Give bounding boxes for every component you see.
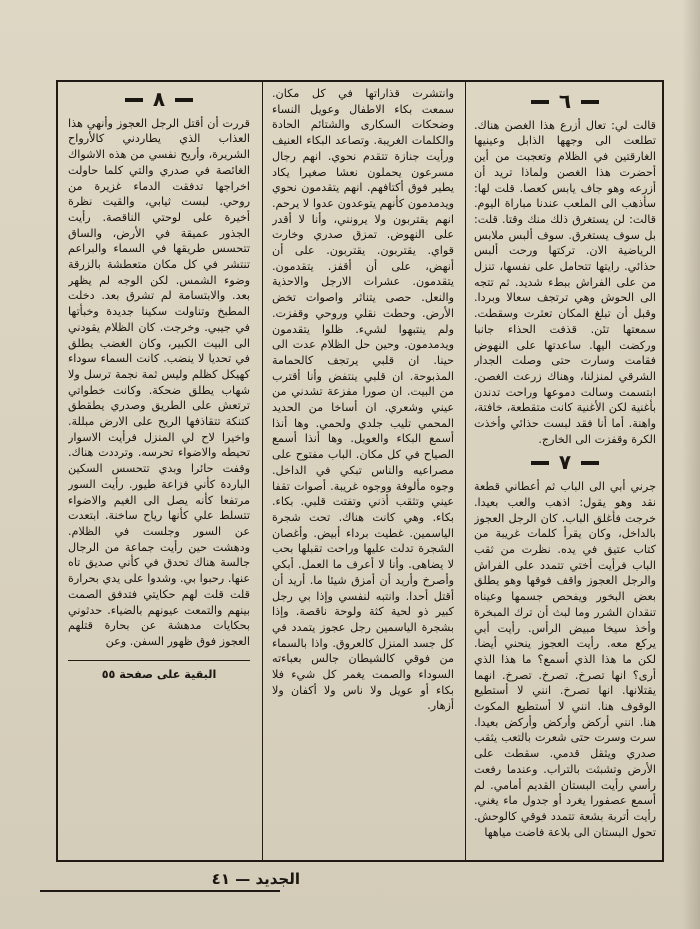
dash-ornament (581, 461, 599, 465)
dash-ornament (175, 98, 193, 102)
section-number: ٨ (152, 87, 166, 111)
column-divider (262, 82, 263, 860)
dash-ornament (531, 100, 549, 104)
section-7-text-part-1: جرني أبي الى الباب ثم أعطاني قطعة نقد وهو يقول: اذهب والعب بعيدا. خرجت فأغلق الباب. كان الرجل العجوز بالداخل، وكان يقرأ كلمات غريبة من كتاب عتيق في يده. نظرت من ثقب الباب فرأيت أختي تتمدد على الفراش والرجل العجوز واقف فوقها وهو يطلق بعض البخور ويفحص جسمها وعيناه تنقدان الشرر وما لبث أن ترك المبخرة وأخذ سيخا مبيض الرأس. رأيت أبي يركع معه. رأيت العجوز ينحني أيضا. لكن ما هذا الذي أسمع؟ ما هذا الذي أرى؟ انها تصرخ. تصرخ. تصرخ. انهما يقتلانها. انها تصرخ. انني لا أستطيع الوقوف هنا. انني لا أستطيع المكوث هنا. انني أركض وأركض وأركض بعيدا. سرت وسرت حتى شعرت بالتعب يثقب صدري ويثقل قدمي. سقطت على الأرض وتشبثت بالتراب. وعندما رفعت رأسي رأيت البستان القديم أمامي. لم أسمع عصفورا يغرد أو جدول ماء يغني. رأيت أتربة بشعة تتمدد فوقي كالوحش. تحول البستان الى بلاعة فاضت مياهها (474, 480, 656, 839)
footer-rule (40, 890, 280, 892)
dash-ornament (531, 461, 549, 465)
section-number: ٧ (558, 450, 572, 475)
section-6-text: قالت لي: تعال أزرع هذا الغصن هناك. تطلعت الى وجهها الذابل وعينيها الغارقتين في الظلام وتعجبت من أين أحضرت هذا الغصن ولماذا تريد أن أزرعه وهو جاف يابس كعصا. قلت لها: سأذهب الى الملعب عندنا مباراة اليوم. قالت: لن يستغرق ذلك منك وقتا. قلت: بل سوف يستغرق. سوف ألبس ملابس الرياضية الان. تركتها ورحت ألبس حذائي. رايتها تتحامل على نفسها، تنزل من على الفراش ببطء شديد. ثم تتجه الى الحوش وهي ترتجف سعالا وبردا. وقبل أن تبلغ المكان تعثرت وسقطت. سمعتها تئن. قذفت الحذاء جانبا وركضت اليها. ساعدتها على النهوض فقامت وسارت حتى وصلت الجدار الشرقي لمنزلنا، وهناك زرعت الغصن. ابتسمت وسالت دموعها وراحت تدندن بأغنية لكن الأغنية كانت متقطعة، خافتة، واهنة. أما أنا فقد لبست حذائي وأخذت الكرة وقفزت الى الخارج. (474, 118, 656, 446)
section-heading-8 (68, 87, 250, 111)
column-right (474, 86, 656, 854)
page-edge-shadow (682, 0, 700, 929)
column-middle (272, 86, 454, 854)
section-7-text-part-2: وانتشرت قذاراتها في كل مكان. سمعت بكاء الاطفال وعويل النساء وضحكات السكارى والشتائم الحادة والكلمات الغريبة. وتصاعد البكاء العنيف ورأيت جنازة تتقدم نحوي. انهم رجال مسرعون يحملون نعشا صغيرا يكاد يطير فوق أكتافهم. انهم يتقدمون نحوي ويدمدمون كأنهم يتوعدون عدوا لا يرحم. انهم يقتربون ولا يرونني، وأنا لا أقدر على النهوض. تمزق صدري وخارت قواي. يقتربون. يقتربون. على أن أنهض، على أن أقفز. يتقدمون. يتقدمون. عشرات الارجل والاحذية والنعل. حصى يتناثر واصوات تخض الأرض. وحطت نقلي وروحي وقفزت. ولم ينتبهوا لشيء. ظلوا يتقدمون ويدمدمون. وحين حل الظلام عدت الى حينا. ان قلبي يرتجف كالحمامة المذبوحة. ان قلبي ينتفض وأنا أقترب من البيت. ان صورا مفزعة تشدني من عيني وشعري. ان أساخا من الحديد المحمي تليب جلدي ولحمي. وها أنذا أسمع البكاء والعويل. وها أنذا أسمع الصياح في كل مكان. الباب مفتوح على مصراعيه والناس تبكي في الداخل. وجوه مألوفة ووجوه غريبة. أصوات تقفا عيني وتثقب أذني وتفتت قلبي. بكاء. بكاء. وهي كانت هناك. تحت شجرة الياسمين. غطيت برداء أبيض. وأغصان الشجرة تدلت عليها وراحت تقبلها بحب لا يضاهى. وأنا لا أعرف ما العمل. أبكي وأصرخ وأريد أن أمزق شيئا ما. أريد أن أقتل أحدا. وانتبه لنفسي وإذا بي رجل كبير ذو لحية كثة ولوحة ناقصة. وإذا بشجرة الياسمين رجل عجوز يتمدد في كل جسد المنزل كالعروق. واذا بالسماء من فوقي كالشيطان جالس بعباءته السوداء والصمت يغمر كل شيء فلا بكاء أو عويل ولا ناس ولا أكفان ولا أزهار. (272, 87, 454, 713)
article-frame (56, 80, 664, 862)
section-8-text: قررت أن أقتل الرجل العجوز وأنهي هذا العذاب الذي يطاردني كالأرواح الشريرة، وأريح نفسي من هذه الاشواك الغائصة في صدري والتي كلما حاولت اخراجها تدفقت الدماء غزيرة من روحي. لبست ثيابي، والقيت نظرة أخيرة على لوحتي الناقصة. رأيت الجذور عميقة في الأرض، والساق تتحسس طريقها في السماء والبراعم تنتشر في كل مكان متعطشة بالزرقة وضوء الشمس. لكن الوجه لم يظهر بعد. والابتسامة لم تشرق بعد. دخلت المطبخ وتناولت سكينا جديدة وخبأتها في جيبي. وخرجت. كان الظلام يقودني الى البيت الكبير، وكان الغضب يطلق في تحديا لا ينضب. كانت السماء سوداء كهيكل كظلم وليس ثمة نجمة ترسل ولا شهاب يطلق ضحكة. وكانت خطواتي ترتعش على الطريق وصدري يطقطق كتنكة تتقاذفها الريح على الارض مبللة. واخيرا لاح لي المنزل فرأيت الاسوار تحيطه والاضواء تحرسه. وترددت هناك. وقفت حائرا وبدي تتحسس السكين الباردة كأني فزاعة طيور. رأيت السور مرتفعا كأنه يصل الى الغيم والاضواء تتسلط علي كأنها رياح ساخنة. ابتعدت عن السور وجلست في الظلام. ودهشت حين رأيت جماعة من الرجال جالسة هناك تحدق في كأني صديق تاه عنها. رحبوا بي. وشدوا على يدي بحرارة قلت قلت لهم حكايتي فتدفق الصمت بينهم والتمعت عيونهم بالضياء. حدثوني بحكايات مدهشة عن بحارة قتلهم العجوز فوق ظهور السفن. وعن (68, 116, 250, 648)
section-number: ٦ (558, 89, 572, 113)
magazine-name: الجديد (255, 870, 300, 888)
page-number: ٤١ (211, 870, 230, 888)
column-divider (465, 82, 466, 860)
continued-note: البقية على صفحة ٥٥ (68, 660, 250, 683)
dash-ornament (125, 98, 143, 102)
column-left (68, 86, 250, 854)
section-heading-6 (474, 89, 656, 113)
section-heading-7 (474, 450, 656, 475)
page-footer: الجديد — ٤١ (211, 870, 300, 888)
dash-ornament (581, 100, 599, 104)
